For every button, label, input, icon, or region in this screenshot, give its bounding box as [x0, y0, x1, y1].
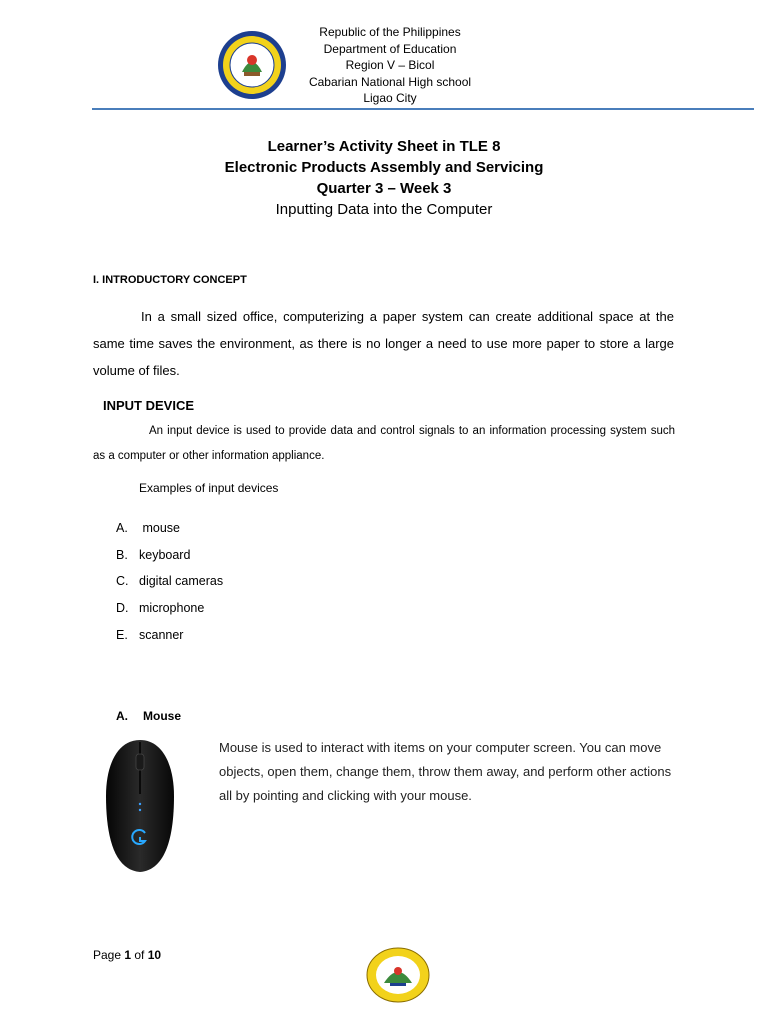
list-item-text: scanner — [139, 627, 184, 642]
list-item — [116, 521, 223, 548]
list-item — [116, 548, 223, 575]
list-item-text: mouse — [139, 521, 180, 535]
letterhead-line: Ligao City — [363, 91, 417, 105]
page-number — [93, 948, 161, 962]
title-line: Electronic Products Assembly and Servicing — [224, 159, 544, 176]
section-heading: I. INTRODUCTORY CONCEPT — [93, 274, 247, 286]
title-subtitle: Inputting Data into the Computer — [275, 201, 493, 218]
mouse-heading-text: Mouse — [143, 709, 182, 723]
page-of-label: of — [131, 948, 148, 962]
list-item-letter: A. — [116, 521, 128, 535]
examples-list — [116, 521, 223, 654]
mouse-heading — [116, 709, 181, 723]
list-item — [116, 628, 223, 655]
page-current: 1 — [124, 948, 132, 962]
list-item-letter: C. — [116, 574, 129, 589]
list-item-text: digital cameras — [139, 574, 224, 589]
letterhead-line: Region V – Bicol — [345, 58, 435, 72]
list-item-text: keyboard — [139, 547, 191, 562]
list-item-letter: E. — [116, 627, 128, 642]
mouse-image — [100, 736, 180, 876]
letterhead — [250, 24, 530, 107]
intro-paragraph: In a small sized office, computerizing a paper system can create additional space at the same time saves the environment, as there is no longer a need to use more paper to store a large volume of files. — [93, 309, 674, 378]
page-total: 10 — [147, 948, 162, 962]
examples-label: Examples of input devices — [139, 481, 279, 495]
input-device-paragraph: An input device is used to provide data and control signals to an information processing system such as a computer or other information appliance. — [93, 425, 675, 462]
page-label: Page — [93, 948, 125, 962]
letterhead-line: Republic of the Philippines — [319, 25, 461, 39]
mouse-heading-letter: A. — [116, 709, 128, 723]
list-item-letter: D. — [116, 601, 129, 616]
list-item — [116, 601, 223, 628]
letterhead-line: Department of Education — [323, 41, 457, 56]
deped-logo — [366, 947, 430, 1003]
mouse-description: Mouse is used to interact with items on your computer screen. You can move objects, open them, change them, throw them away, and perform other actions all by pointing and clicking with your mouse. — [219, 740, 672, 803]
input-device-heading: INPUT DEVICE — [103, 398, 195, 413]
header-divider — [92, 108, 754, 110]
title-line: Learner’s Activity Sheet in TLE 8 — [267, 138, 501, 155]
letterhead-line: Cabarian National High school — [308, 74, 472, 89]
list-item-text: microphone — [139, 601, 205, 616]
title-line: Quarter 3 – Week 3 — [316, 180, 452, 197]
list-item-letter: B. — [116, 547, 128, 562]
list-item — [116, 574, 223, 601]
title-block — [100, 136, 668, 221]
